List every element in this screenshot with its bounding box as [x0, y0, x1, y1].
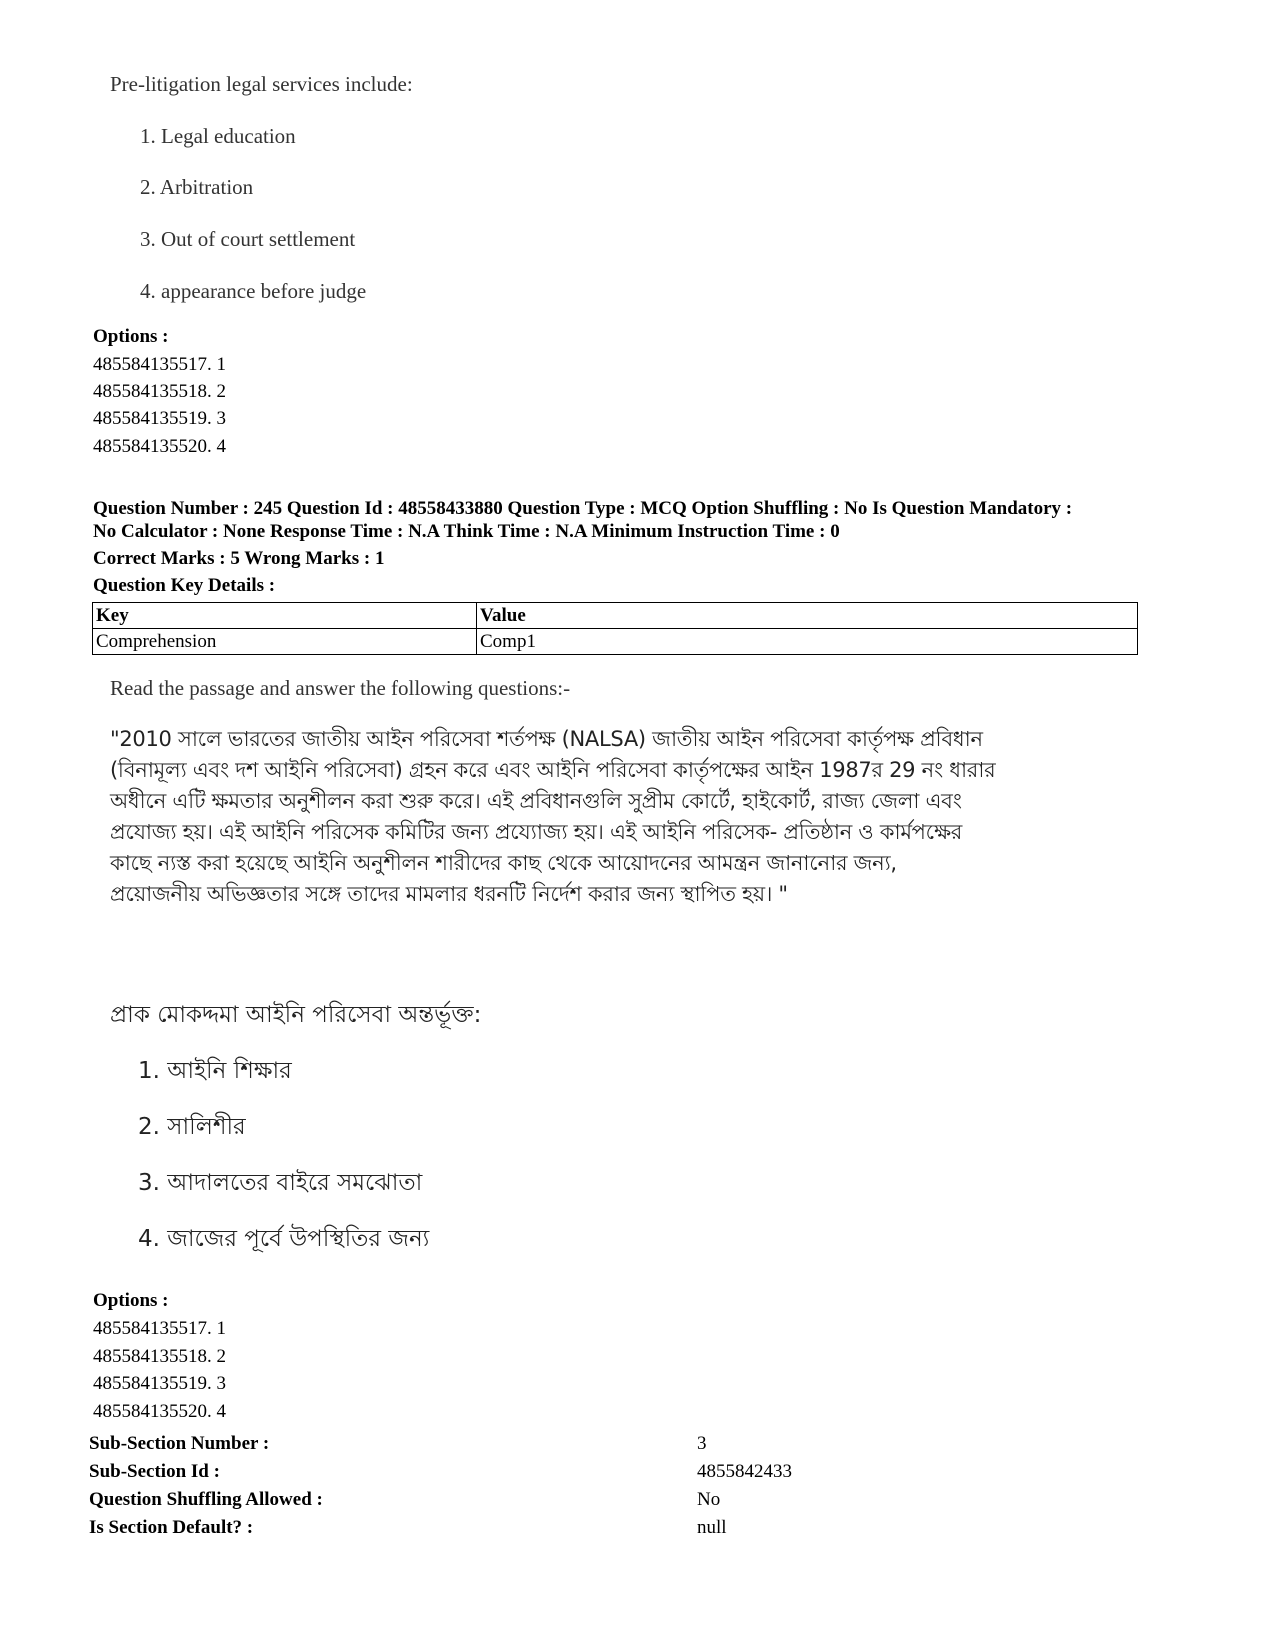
passage	[110, 724, 1160, 910]
q2-option-4: 485584135520. 4	[93, 1401, 226, 1422]
bn-stem: প্রাক মোকদ্দমা আইনি পরিসেবা অন্তর্ভূক্ত:	[110, 1002, 482, 1028]
q1-item-4: 4. appearance before judge	[140, 279, 367, 303]
bn-item-3: 3. আদালতের বাইরে সমঝোতা	[138, 1170, 423, 1196]
q2-option-2: 485584135518. 2	[93, 1346, 226, 1367]
table-cell-key: Comprehension	[93, 629, 477, 655]
subsection-id-value: 4855842433	[697, 1461, 792, 1482]
section-default-value: null	[697, 1517, 727, 1538]
subsection-number-label: Sub-Section Number :	[89, 1433, 270, 1454]
table-header-key: Key	[93, 603, 477, 629]
q2-meta-line-1: Question Number : 245 Question Id : 48558433880 Question Type : MCQ Option Shuffling : No Is Question Mandatory :	[93, 498, 1073, 519]
q2-meta-line-2: No Calculator : None Response Time : N.A Think Time : N.A Minimum Instruction Time : 0	[93, 521, 840, 542]
bn-item-2: 2. সালিশীর	[138, 1114, 246, 1140]
question-shuffling-value: No	[697, 1489, 721, 1510]
bn-item-4: 4. জাজের পূর্বে উপস্থিতির জন্য	[138, 1226, 430, 1252]
table-row	[93, 629, 1138, 655]
q1-option-3: 485584135519. 3	[93, 408, 226, 429]
q2-option-3: 485584135519. 3	[93, 1373, 226, 1394]
bn-item-1: 1. আইনি শিক্ষার	[138, 1058, 292, 1084]
q1-stem: Pre-litigation legal services include:	[110, 72, 413, 96]
q1-option-1: 485584135517. 1	[93, 354, 226, 375]
table-header-value: Value	[477, 603, 1138, 629]
q1-item-2: 2. Arbitration	[140, 175, 254, 199]
q2-option-1: 485584135517. 1	[93, 1318, 226, 1339]
q2-key-details-label: Question Key Details :	[93, 575, 276, 596]
q1-options-label: Options :	[93, 326, 169, 347]
passage-line: "2010 সালে ভারতের জাতীয় আইন পরিসেবা শর্তপক্ষ (NALSA) জাতীয় আইন পরিসেবা কার্তৃপক্ষ প্রবিধান	[110, 727, 983, 751]
q1-item-3: 3. Out of court settlement	[140, 227, 356, 251]
subsection-number-value: 3	[697, 1433, 707, 1454]
passage-line: প্রযোজ্য হয়। এই আইনি পরিসেক কমিটির জন্য প্রয্যোজ্য হয়। এই আইনি পরিসেক- প্রতিষ্ঠান ও কার্মপক্ষের	[110, 820, 963, 844]
passage-instruction: Read the passage and answer the following questions:-	[110, 676, 571, 700]
q1-option-4: 485584135520. 4	[93, 436, 226, 457]
q1-option-2: 485584135518. 2	[93, 381, 226, 402]
q1-item-1: 1. Legal education	[140, 124, 296, 148]
passage-line: প্রয়োজনীয় অভিজ্ঞতার সঙ্গে তাদের মামলার ধরনটি নির্দেশ করার জন্য স্থাপিত হয়। "	[110, 882, 788, 906]
passage-line: অধীনে এটি ক্ষমতার অনুশীলন করা শুরু করে। এই প্রবিধানগুলি সুপ্রীম কোর্টে, হাইকোর্ট, রাজ্য জেলা এবং	[110, 789, 962, 813]
q2-marks: Correct Marks : 5 Wrong Marks : 1	[93, 548, 385, 569]
question-shuffling-label: Question Shuffling Allowed :	[89, 1489, 323, 1510]
subsection-id-label: Sub-Section Id :	[89, 1461, 220, 1482]
passage-line: কাছে ন্যস্ত করা হয়েছে আইনি অনুশীলন শারীদের কাছ থেকে আয়োদনের আমন্ত্রন জানানোর জন্য,	[110, 851, 897, 875]
table-cell-value: Comp1	[477, 629, 1138, 655]
table-header-row	[93, 603, 1138, 629]
passage-line: (বিনামূল্য এবং দশ আইনি পরিসেবা) গ্রহন করে এবং আইনি পরিসেবা কার্তৃপক্ষের আইন 1987র 29 নং ধারার	[110, 758, 996, 782]
q2-options-label: Options :	[93, 1290, 169, 1311]
section-default-label: Is Section Default? :	[89, 1517, 254, 1538]
key-details-table	[92, 602, 1138, 655]
